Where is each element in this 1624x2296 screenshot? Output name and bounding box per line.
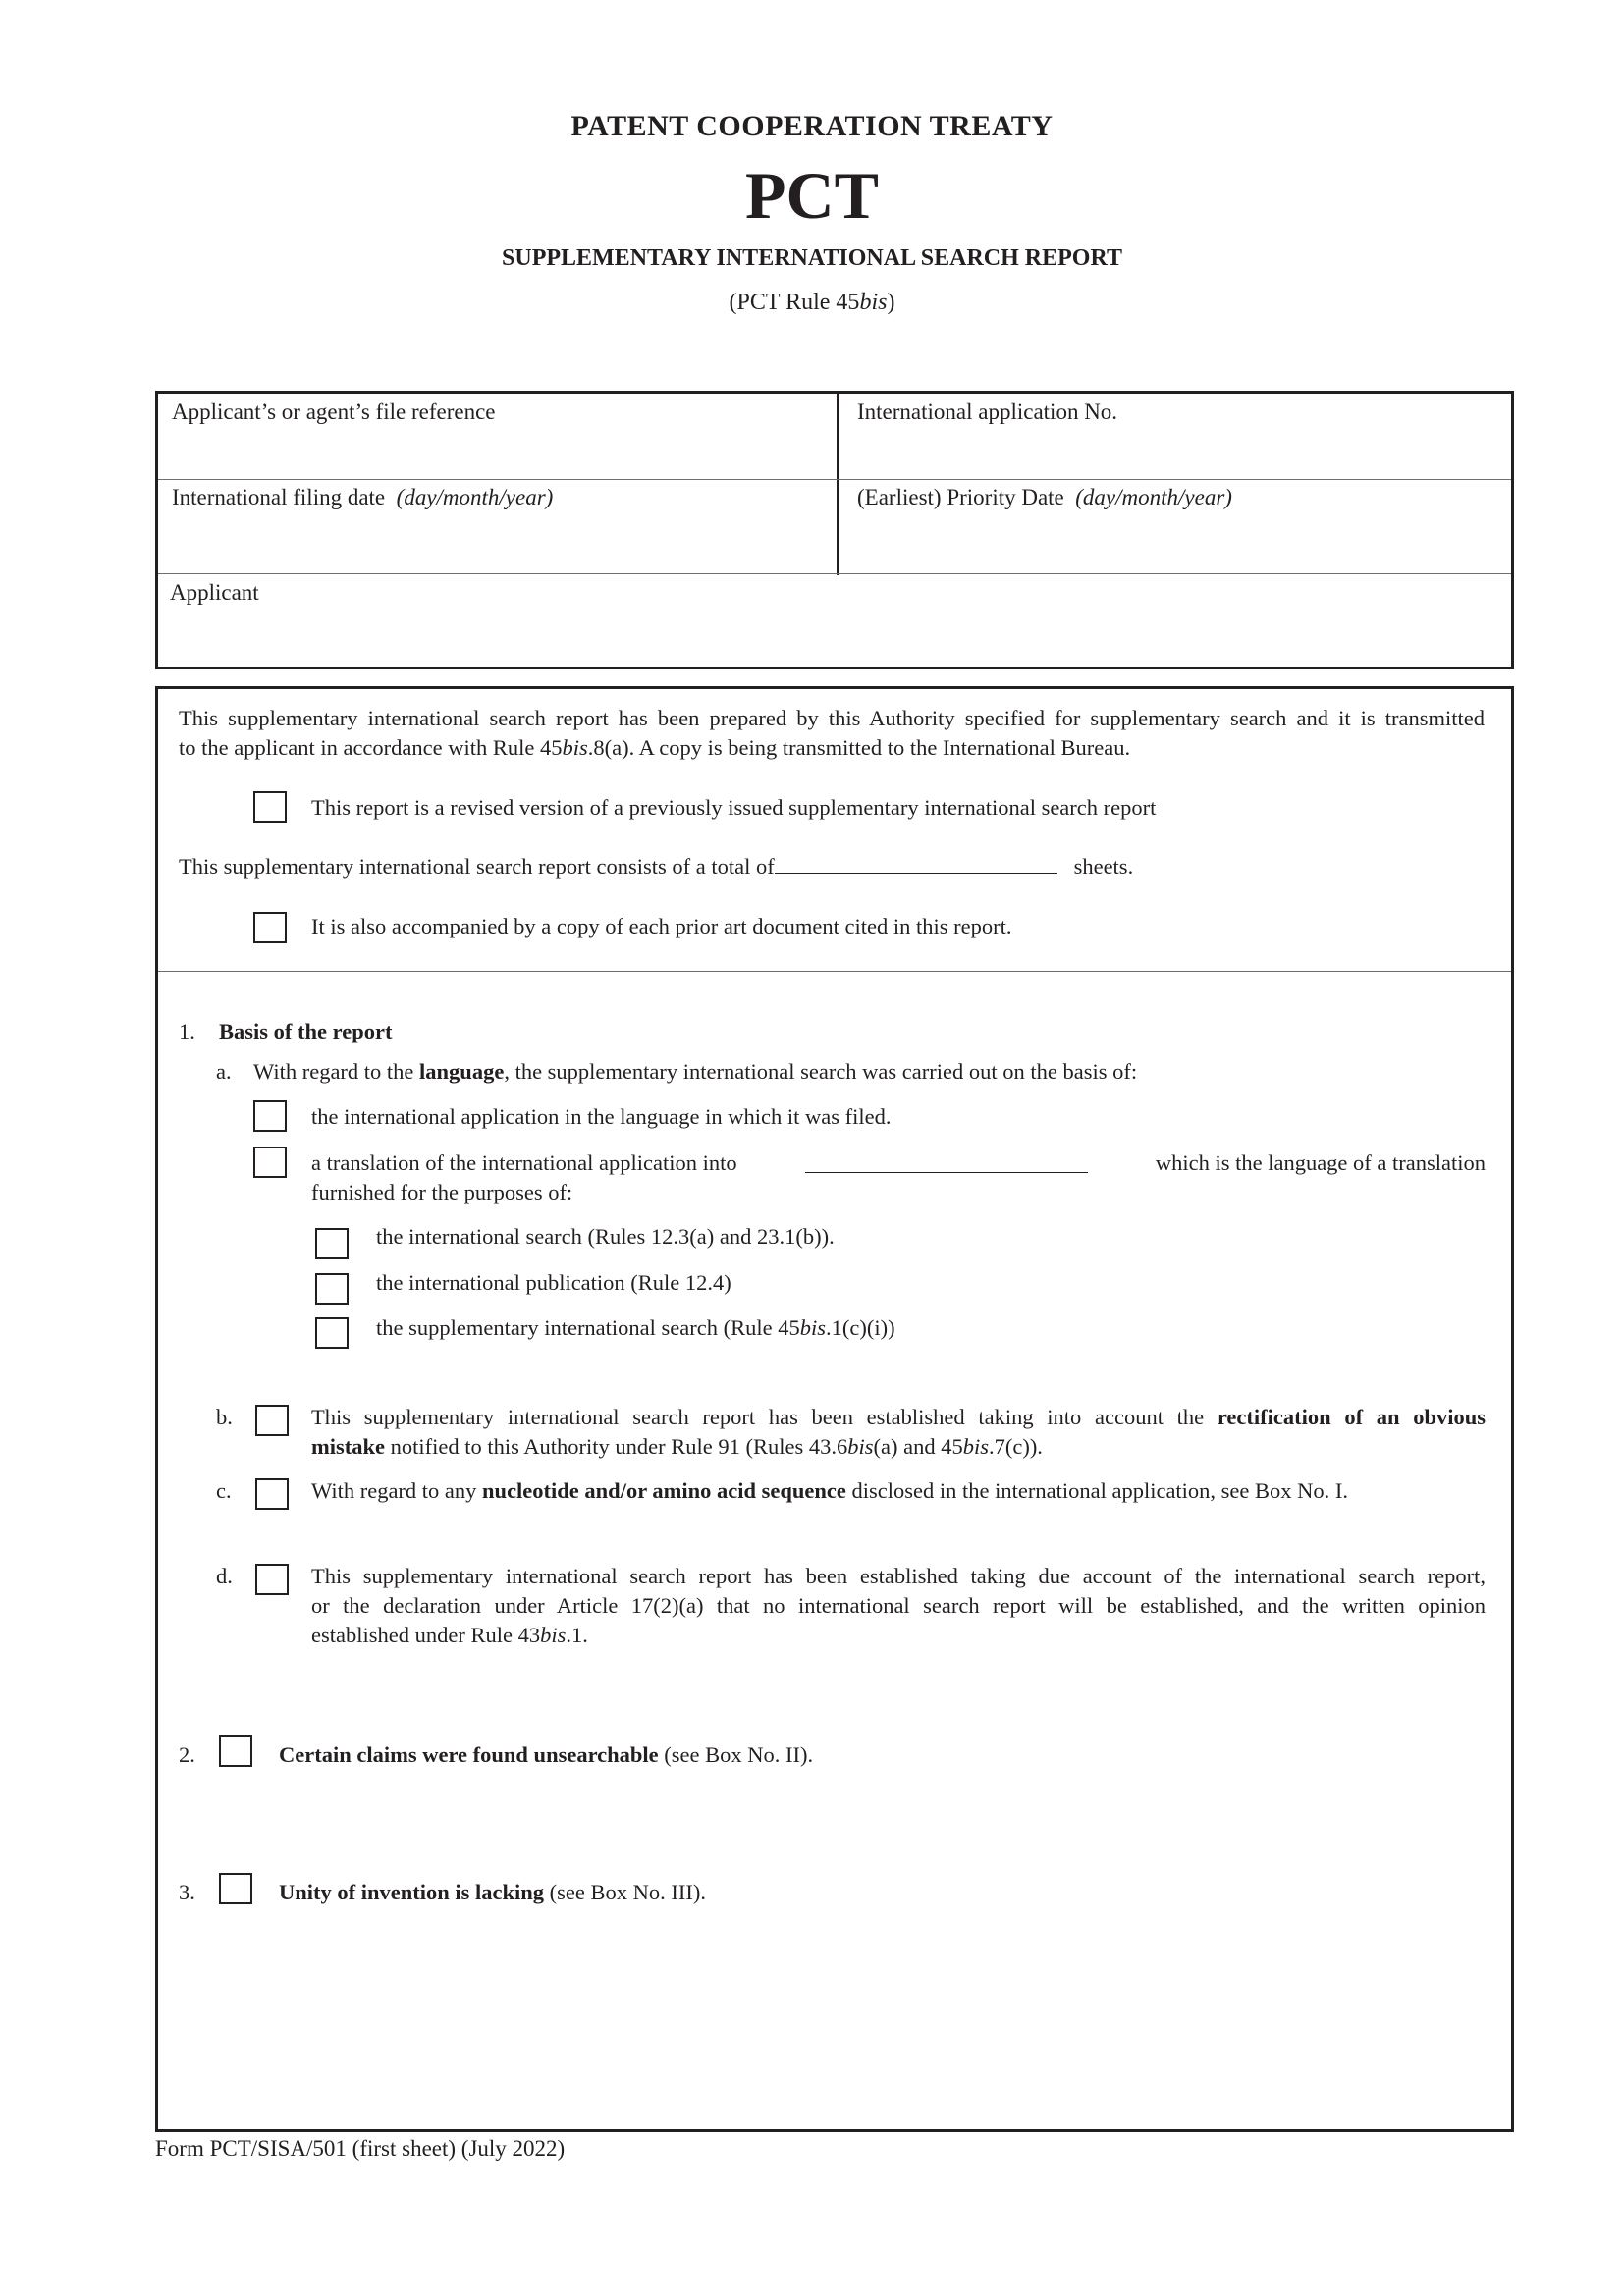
isr-account-line-2: or the declaration under Article 17(2)(a) that no international search report will be established, and the written opinion bbox=[311, 1593, 1486, 1618]
treaty-title: PATENT COOPERATION TREATY bbox=[570, 110, 1054, 142]
rectification-line-1: This supplementary international search report has been established taking into account the rectification of an obvious bbox=[311, 1405, 1487, 1429]
form-identifier: Form PCT/SISA/501 (first sheet) (July 2022) bbox=[155, 2136, 566, 2161]
translation-language-field[interactable] bbox=[805, 1148, 1088, 1173]
purpose-supplementary-search-checkbox[interactable] bbox=[315, 1317, 349, 1349]
intro-line-1: This supplementary international search report has been prepared by this Authority specified for supplementary search and it is transmitted bbox=[179, 706, 1485, 730]
revised-report-checkbox[interactable] bbox=[253, 791, 287, 823]
sheet-count-field[interactable] bbox=[775, 873, 1057, 874]
language-translation-text: a translation of the international application into which is the language of a translation furnished for the purposes of: bbox=[311, 1150, 1486, 1204]
unity-lacking-checkbox[interactable] bbox=[219, 1873, 252, 1904]
filing-date-label: International filing date (day/month/year) bbox=[172, 485, 554, 509]
sequence-checkbox[interactable] bbox=[255, 1478, 289, 1510]
isr-account-checkbox[interactable] bbox=[255, 1564, 289, 1595]
application-number-label: International application No. bbox=[857, 400, 1118, 424]
isr-account-line-3: established under Rule 43bis.1. bbox=[311, 1623, 588, 1647]
identification-box bbox=[155, 391, 1514, 669]
section-1-number: 1. bbox=[179, 1019, 195, 1043]
report-box bbox=[155, 686, 1514, 2132]
isr-account-line-1: This supplementary international search report has been established taking due account of the international search report, bbox=[311, 1564, 1486, 1588]
purpose-international-search-checkbox[interactable] bbox=[315, 1228, 349, 1259]
intro-line-2: to the applicant in accordance with Rule 45bis.8(a). A copy is being transmitted to the International Bureau. bbox=[179, 735, 1131, 760]
item-c-letter: c. bbox=[216, 1478, 232, 1503]
prior-art-copy-text: It is also accompanied by a copy of each prior art document cited in this report. bbox=[311, 914, 1012, 938]
id-box-rule bbox=[158, 573, 1511, 574]
prior-art-copy-checkbox[interactable] bbox=[253, 912, 287, 943]
intro-divider bbox=[158, 971, 1511, 972]
purpose-publication-checkbox[interactable] bbox=[315, 1273, 349, 1305]
sheet-count-line: This supplementary international search report consists of a total of sheets. bbox=[179, 854, 1134, 879]
section-3-number: 3. bbox=[179, 1880, 195, 1904]
priority-date-label: (Earliest) Priority Date (day/month/year) bbox=[857, 485, 1232, 509]
section-1-title: Basis of the report bbox=[219, 1019, 393, 1043]
pct-acronym: PCT bbox=[745, 158, 879, 233]
applicant-label: Applicant bbox=[170, 580, 259, 605]
revised-report-text: This report is a revised version of a previously issued supplementary international search report bbox=[311, 795, 1157, 820]
file-reference-label: Applicant’s or agent’s file reference bbox=[172, 400, 496, 424]
purpose-supplementary-search-text: the supplementary international search (Rule 45bis.1(c)(i)) bbox=[376, 1315, 895, 1340]
rectification-line-2: mistake notified to this Authority under Rule 91 (Rules 43.6bis(a) and 45bis.7(c)). bbox=[311, 1434, 1043, 1459]
language-translation-checkbox[interactable] bbox=[253, 1147, 287, 1178]
language-filed-text: the international application in the language in which it was filed. bbox=[311, 1104, 892, 1129]
purpose-international-search-text: the international search (Rules 12.3(a) and 23.1(b)). bbox=[376, 1224, 835, 1249]
rectification-checkbox[interactable] bbox=[255, 1405, 289, 1436]
language-basis-text: With regard to the language, the supplementary international search was carried out on the basis of: bbox=[253, 1059, 1138, 1084]
purpose-publication-text: the international publication (Rule 12.4) bbox=[376, 1270, 731, 1295]
section-2-number: 2. bbox=[179, 1742, 195, 1767]
id-box-divider bbox=[837, 394, 839, 575]
item-b-letter: b. bbox=[216, 1405, 233, 1429]
report-title: SUPPLEMENTARY INTERNATIONAL SEARCH REPORT bbox=[502, 245, 1122, 271]
rule-reference: (PCT Rule 45bis) bbox=[729, 290, 895, 315]
unity-lacking-text: Unity of invention is lacking (see Box No. III). bbox=[279, 1880, 706, 1904]
sequence-text: With regard to any nucleotide and/or amino acid sequence disclosed in the international application, see Box No. I. bbox=[311, 1478, 1349, 1503]
id-box-rule bbox=[158, 479, 1511, 480]
item-d-letter: d. bbox=[216, 1564, 233, 1588]
unsearchable-claims-checkbox[interactable] bbox=[219, 1735, 252, 1767]
language-filed-checkbox[interactable] bbox=[253, 1100, 287, 1132]
item-a-letter: a. bbox=[216, 1059, 232, 1084]
unsearchable-claims-text: Certain claims were found unsearchable (see Box No. II). bbox=[279, 1742, 814, 1767]
